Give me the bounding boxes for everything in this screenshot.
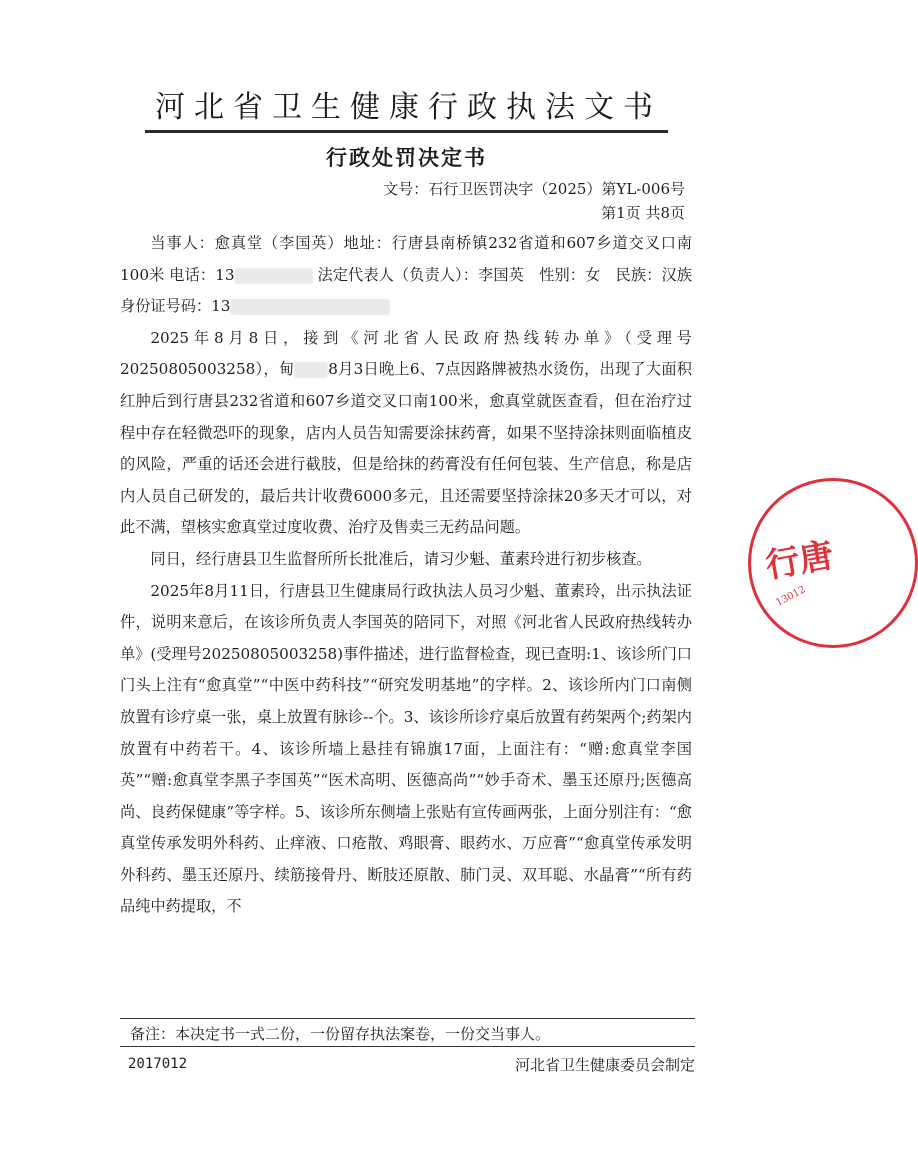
approval-paragraph: 同日，经行唐县卫生监督所所长批准后，请习少魁、董素玲进行初步核查。 [150,549,652,568]
party-info-text: 当事人：愈真堂（李国英）地址：行唐县南桥镇232省道和607乡道交叉口南100米 电话：13 [120,234,692,284]
footer-issuer: 河北省卫生健康委员会制定 [514,1056,695,1074]
redacted-phone [235,268,313,284]
complaint-text-2: 8月3日晚上6、7点因路牌被热水烫伤，出现了大面积红肿后到行唐县232省道和607乡道交叉口南100米，愈真堂就医查看，但在治疗过程中存在轻微恐吓的现象，店内人员告知需要涂抹药膏，如果不坚持涂抹则面临植皮的风险，严重的话还会进行截肢，但是给抹的药膏没有任何包装、生产信息，称是店内人员自己研发的，最后共计收费6000多元，且还需要坚持涂抹20多天才可以，对此不满，望核实愈真堂过度收费、治疗及售卖三无药品问题。 [120,360,692,537]
redacted-id-number [230,299,390,315]
footer-form-code: 2017012 [128,1056,188,1072]
footer-rule-bottom [120,1046,695,1047]
inspection-paragraph: 2025年8月11日，行唐县卫生健康局行政执法人员习少魁、董素玲，出示执法证件，说明来意后，在该诊所负责人李国英的陪同下，对照《河北省人民政府热线转办单》(受理号20250805003258)事件描述，进行监督检查，现已查明:1、该诊所门口门头上注有“愈真堂”“中医中药科技”“研究发明基地”的字样。2、该诊所内门口南侧放置有诊疗桌一张，桌上放置有脉诊--个。3、该诊所诊疗桌后放置有药架两个;药架内放置有中药若干。4、该诊所墙上悬挂有锦旗17面，上面注有：“赠:愈真堂李国英”“赠:愈真堂李黑子李国英”“医术高明、医德高尚”“妙手奇术、墨玉还原丹;医德高尚、良药保健康”等字样。5、该诊所东侧墙上张贴有宣传画两张，上面分别注有：“愈真堂传承发明外科药、止痒液、口疮散、鸡眼膏、眼药水、万应膏”“愈真堂传承发明外科药、墨玉还原丹、续筋接骨丹、断肢还原散、肺门灵、双耳聪、水晶膏”“所有药品纯中药提取，不 [120,581,692,916]
party-info-paragraph [120,228,692,323]
document-body [120,228,692,923]
party-info-text-2: 法定代表人（负责人）：李国英 性别：女 民族：汉族 身份证号码：13 [120,265,692,316]
header-title: 河北省卫生健康行政执法文书 [145,82,668,133]
seal-text: 行唐 [762,535,837,587]
page-info: 第1页 共8页 [601,204,685,222]
document-subtitle: 行政处罚决定书 [326,145,487,170]
complaint-text: 2025年8月8日，接到《河北省人民政府热线转办单》（受理号20250805003258），甸 [120,328,692,379]
document-number: 文号：石行卫医罚决字（2025）第YL-006号 [383,180,685,198]
document-header [0,82,813,133]
seal-number: 13012 [774,584,808,609]
redacted-name [294,362,328,378]
footer-note: 备注：本决定书一式二份，一份留存执法案卷，一份交当事人。 [130,1025,551,1043]
complaint-paragraph [120,323,692,544]
document-footer [120,1018,695,1074]
official-seal [748,478,918,648]
